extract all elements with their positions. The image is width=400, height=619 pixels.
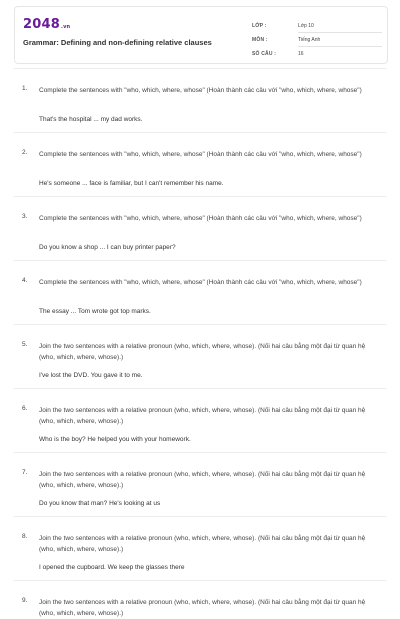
logo-suffix: .vn [60, 24, 71, 30]
question-content: Who is the boy? He helped you with your homework. [39, 436, 191, 443]
question-item [14, 260, 386, 325]
question-content: The essay ... Tom wrote got top marks. [39, 308, 151, 315]
question-item [14, 196, 386, 261]
question-content: I've lost the DVD. You gave it to me. [39, 372, 143, 379]
meta-count-row [252, 47, 382, 61]
question-number: 2. [22, 149, 28, 156]
meta-class-value: Lớp 10 [298, 19, 382, 33]
question-item [14, 580, 386, 617]
meta-subject-row [252, 33, 382, 47]
question-prompt: Complete the sentences with "who, which, where, whose" (Hoàn thành các câu với "who, which, where, whose") [39, 279, 362, 286]
question-content: I opened the cupboard. We keep the glasses there [39, 564, 185, 571]
meta-subject-value: Tiếng Anh [298, 33, 382, 47]
question-number: 1. [22, 85, 28, 92]
meta-class-label: LỚP : [252, 23, 267, 29]
question-content: Do you know that man? He's looking at us [39, 500, 161, 507]
question-number: 5. [22, 341, 28, 348]
meta-class-row [252, 19, 382, 33]
question-content: Do you know a shop ... I can buy printer paper? [39, 244, 176, 251]
question-prompt: Complete the sentences with "who, which, where, whose" (Hoàn thành các câu với "who, which, where, whose") [39, 215, 362, 222]
question-number: 7. [22, 469, 28, 476]
meta-count-value: 16 [298, 51, 304, 57]
meta-subject-label: MÔN : [252, 37, 268, 43]
logo-text: 2048 [23, 17, 60, 32]
question-prompt: Join the two sentences with a relative pronoun (who, which, where, whose). (Nối hai câu bằng một đại từ quan hệ (who, which, where, whose).) [39, 343, 366, 361]
question-prompt: Join the two sentences with a relative pronoun (who, which, where, whose). (Nối hai câu bằng một đại từ quan hệ (who, which, where, whose).) [39, 599, 366, 617]
meta-count-label: SỐ CÂU : [252, 51, 277, 57]
worksheet-meta [252, 19, 382, 61]
question-prompt: Join the two sentences with a relative pronoun (who, which, where, whose). (Nối hai câu bằng một đại từ quan hệ (who, which, where, whose).) [39, 407, 366, 425]
page-title: Grammar: Defining and non-defining relative clauses [23, 38, 212, 47]
question-content: He's someone ... face is familiar, but I can't remember his name. [39, 180, 224, 187]
question-prompt: Join the two sentences with a relative pronoun (who, which, where, whose). (Nối hai câu bằng một đại từ quan hệ (who, which, where, whose).) [39, 535, 366, 553]
question-item [14, 452, 386, 517]
question-number: 8. [22, 533, 28, 540]
question-prompt: Complete the sentences with "who, which, where, whose" (Hoàn thành các câu với "who, which, where, whose") [39, 151, 362, 158]
question-item [14, 68, 386, 133]
question-number: 3. [22, 213, 28, 220]
question-prompt: Join the two sentences with a relative pronoun (who, which, where, whose). (Nối hai câu bằng một đại từ quan hệ (who, which, where, whose).) [39, 471, 366, 489]
question-number: 4. [22, 277, 28, 284]
question-item [14, 324, 386, 389]
question-prompt: Complete the sentences with "who, which, where, whose" (Hoàn thành các câu với "who, which, where, whose") [39, 87, 362, 94]
question-item [14, 516, 386, 581]
worksheet-header [14, 6, 388, 64]
site-logo[interactable] [23, 17, 70, 32]
question-content: That's the hospital ... my dad works. [39, 116, 143, 123]
question-item [14, 388, 386, 453]
question-number: 6. [22, 405, 28, 412]
question-item [14, 132, 386, 197]
question-number: 9. [22, 597, 28, 604]
